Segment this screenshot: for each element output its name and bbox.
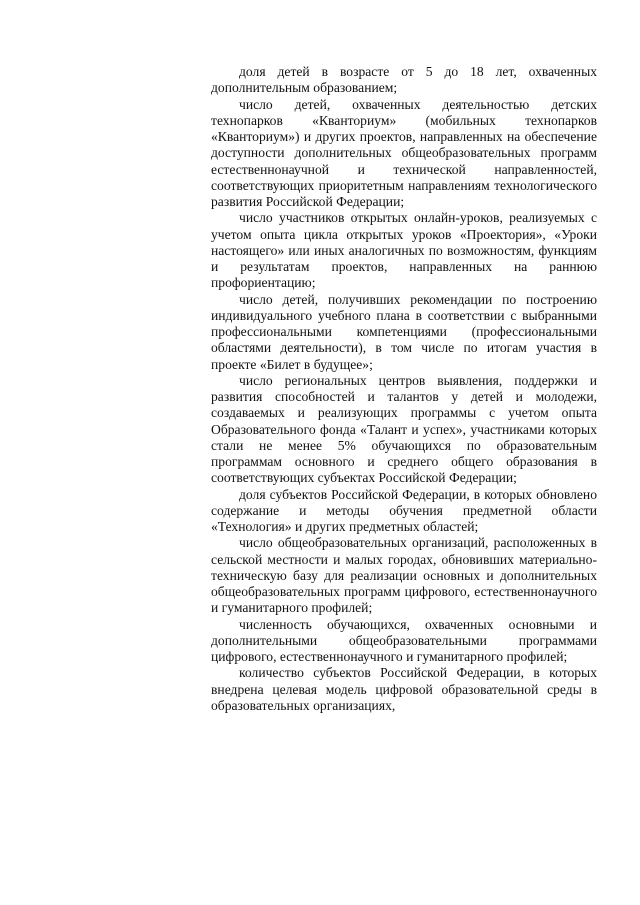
paragraph-technology-subject-update: доля субъектов Российской Федерации, в которых обновлено содержание и методы обучения предметной области «Технология» и других предметных областей;	[211, 486, 597, 534]
paragraph-students-covered: численность обучающихся, охваченных основными и дополнительными общеобразовательными программами цифрового, естественнонаучного и гуманитарного профилей;	[211, 616, 597, 664]
paragraph-online-lessons: число участников открытых онлайн-уроков, реализуемых с учетом опыта цикла открытых уроков «Проектория», «Уроки настоящего» или иных аналогичных по возможностям, функциям и результатам проектов, направленных на раннюю профориентацию;	[211, 210, 597, 291]
paragraph-kvantorium-children: число детей, охваченных деятельностью детских технопарков «Кванториум» (мобильных технопарков «Кванториум») и других проектов, направленных на обеспечение доступности дополнительных общеобразовательных программ естественнонаучной и технической направленностей, соответствующих приоритетным направлениям технологического развития Российской Федерации;	[211, 96, 597, 209]
paragraph-digital-environment: количество субъектов Российской Федерации, в которых внедрена целевая модель цифровой образовательной среды в образовательных организациях,	[211, 665, 597, 713]
document-page	[211, 64, 597, 714]
paragraph-additional-education-share: доля детей в возрасте от 5 до 18 лет, охваченных дополнительным образованием;	[211, 64, 597, 96]
paragraph-rural-schools: число общеобразовательных организаций, расположенных в сельской местности и малых городах, обновивших материально-техническую базу для реализации основных и дополнительных общеобразовательных программ цифрового, естественнонаучного и гуманитарного профилей;	[211, 535, 597, 616]
paragraph-learning-plan-recommendations: число детей, получивших рекомендации по построению индивидуального учебного плана в соответствии с выбранными профессиональными компетенциями (профессиональными областями деятельности), в том числе по итогам участия в проекте «Билет в будущее»;	[211, 291, 597, 372]
paragraph-regional-talent-centers: число региональных центров выявления, поддержки и развития способностей и талантов у детей и молодежи, создаваемых и реализующих программы с учетом опыта Образовательного фонда «Талант и успех», участниками которых стали не менее 5% обучающихся по образовательным программам основного и среднего общего образования в соответствующих субъектах Российской Федерации;	[211, 372, 597, 486]
